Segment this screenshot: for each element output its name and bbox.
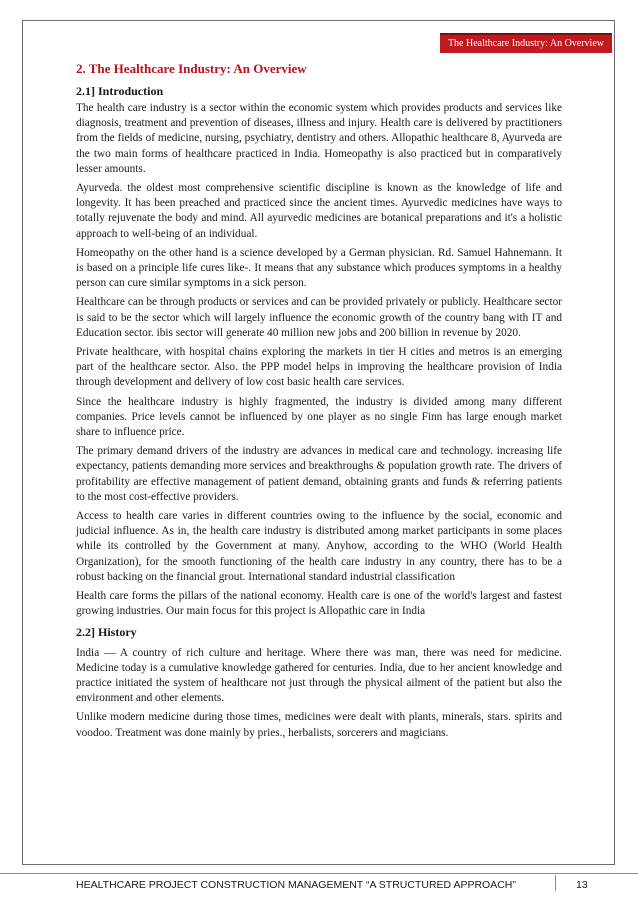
paragraph: Healthcare can be through products or services and can be provided privately or publicly. Healthcare sector is said to be the sector which will largely influence the economic growth of the country bang with IT and Education sector. ibis sector will generate 40 million new jobs and 200 billion in revenue by 2020. <box>76 296 562 339</box>
paragraph: Since the healthcare industry is highly fragmented, the industry is divided among many different companies. Price levels cannot be influenced by one player as no single Finn has large enough market share to influence price. <box>76 395 562 439</box>
paragraph: The health care industry is a sector within the economic system which provides products and services like diagnosis, treatment and prevention of diseases, illness and injury. Health care is delivered by practitioners from the fields of medicine, nursing, psychiatry, dentistry and others. Allopathic healthcare 8, Ayurveda are the two main forms of healthcare practiced in India. Homeopathy is also practiced but in comparatively lesser amounts. <box>76 102 562 175</box>
paragraph: Private healthcare, with hospital chains exploring the markets in tier H cities and metros is an emerging part of the healthcare sector. Also. the PPP model helps in improving the healthcare provision of India through development and delivery of low cost basic health care services. <box>76 346 562 389</box>
paragraph: Access to health care varies in different countries owing to the influence by the social, economic and judicial influence. As in, the health care industry is distributed among market participants in some places while its controlled by the Government at many. Anyhow, according to the WHO (World Health Organization), for the smooth functioning of the health care industry in any country, there has to be a robust backing on the financial grout. International standard industrial classification <box>76 510 562 583</box>
page-content <box>76 60 562 745</box>
paragraph: Homeopathy on the other hand is a science developed by a German physician. Rd. Samuel Hahnemann. It is based on a principle life cures like-. It means that any substance which produces symptoms in a healthy person can cure similar symptoms in a sick person. <box>76 246 562 290</box>
subsection-heading-introduction: 2.1] Introduction <box>76 84 164 98</box>
footer-rule <box>0 873 638 874</box>
footer-divider <box>555 875 556 891</box>
paragraph: Unlike modern medicine during those times, medicines were dealt with plants, minerals, stars. spirits and voodoo. Treatment was done mainly by pries., herbalists, sorcerers and magicians. <box>76 711 562 739</box>
section-title: 2. The Healthcare Industry: An Overview <box>76 61 307 76</box>
paragraph: Health care forms the pillars of the national economy. Health care is one of the world's largest and fastest growing industries. Our main focus for this project is Allopathic care in India <box>76 590 562 618</box>
paragraph: Ayurveda. the oldest most comprehensive scientific discipline is known as the knowledge of life and longevity. It has been preached and practiced since the ancient times. Ayurvedic medicines have ways to totally rejuvenate the body and mind. All ayurvedic medicines are botanical preparations and it's a holistic approach to well-being of an individual. <box>76 182 562 240</box>
paragraph: India — A country of rich culture and heritage. Where there was man, there was need for medicine. Medicine today is a cumulative knowledge gathered for centuries. India, due to her ancient knowledge and practice initiated the system of healthcare not just through the physical ailment of the patient but also the environment and other elements. <box>76 646 562 705</box>
subsection-heading-history: 2.2] History <box>76 624 137 639</box>
paragraph: The primary demand drivers of the industry are advances in medical care and technology. increasing life expectancy, patients demanding more services and breakthroughs & population growth rate. The drivers of profitability are effective management of patient demand, obtaining grants and funds & referring patients to the most cost-effective providers. <box>76 445 562 503</box>
page-number: 13 <box>576 879 588 891</box>
running-header: The Healthcare Industry: An Overview <box>440 33 612 53</box>
footer-title: HEALTHCARE PROJECT CONSTRUCTION MANAGEMENT “A STRUCTURED APPROACH” <box>76 879 516 891</box>
